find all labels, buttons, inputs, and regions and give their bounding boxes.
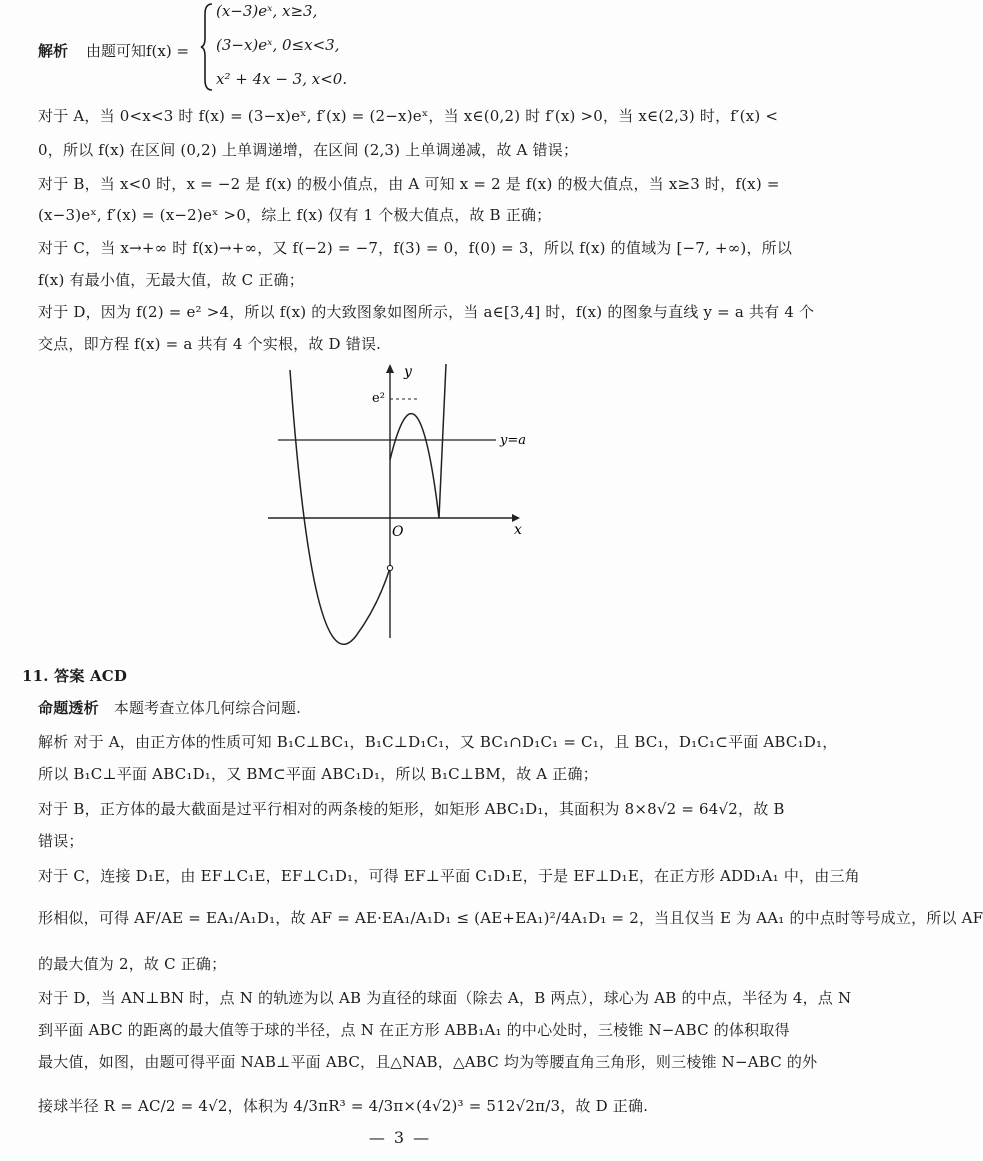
page-number: — 3 — (368, 1128, 432, 1147)
function-graph (268, 362, 528, 642)
q11-answer: 11. 答案 ACD (22, 667, 128, 685)
q10-line-7: 对于 D，因为 f(2) = e² >4，所以 f(x) 的大致图象如图所示，当 a∈[3,4] 时，f(x) 的图象与直线 y = a 共有 4 个 (38, 303, 815, 321)
q10-line-3: 对于 B，当 x<0 时，x = −2 是 f(x) 的极小值点，由 A 可知 x = 2 是 f(x) 的极大值点，当 x≥3 时，f(x) = (38, 175, 780, 193)
q11-line-3: 对于 B，正方体的最大截面是过平行相对的两条棱的矩形，如矩形 ABC₁D₁，其面积为 8×8√2 = 64√2，故 B (38, 800, 785, 818)
x-axis-arrow (512, 514, 520, 522)
y-axis-arrow (386, 364, 394, 373)
origin-label: O (392, 524, 404, 540)
line-label: y=a (500, 433, 526, 448)
q11-line-8: 对于 D，当 AN⊥BN 时，点 N 的轨迹为以 AB 为直径的球面（除去 A，B 两点），球心为 AB 的中点，半径为 4，点 N (38, 989, 852, 1007)
q11-line-1: 解析 对于 A，由正方体的性质可知 B₁C⊥BC₁，B₁C⊥D₁C₁，又 BC₁∩D₁C₁ = C₁，且 BC₁，D₁C₁⊂平面 ABC₁D₁， (38, 733, 838, 751)
x-axis-label: x (514, 522, 522, 538)
q11-line-10: 最大值，如图，由题可得平面 NAB⊥平面 ABC，且△NAB，△ABC 均为等腰直角三角形，则三棱锥 N−ABC 的外 (38, 1053, 818, 1071)
q11-intro-label: 命题透析 (38, 699, 99, 717)
piecewise-brace (200, 2, 214, 92)
piecewise-intro: 由题可知f(x) = (86, 42, 190, 60)
y-axis-label: y (404, 364, 412, 380)
analysis-label: 解析 (38, 42, 69, 60)
q11-line-11: 接球半径 R = AC/2 = 4√2，体积为 4/3πR³ = 4/3π×(4√2)³ = 512√2π/3，故 D 正确. (38, 1097, 649, 1115)
curve-middle (390, 414, 439, 518)
q10-line-6: f(x) 有最小值，无最大值，故 C 正确； (38, 271, 304, 289)
q11-line-4: 错误； (38, 832, 84, 850)
q11-line-6: 形相似，可得 AF/AE = EA₁/A₁D₁，故 AF = AE·EA₁/A₁D₁ ≤ (AE+EA₁)²/4A₁D₁ = 2，当且仅当 E 为 AA₁ 的中点时等号成立，所以 AF (38, 909, 983, 927)
q11-line-7: 的最大值为 2，故 C 正确； (38, 955, 227, 973)
piecewise-case-1: (x−3)eˣ, x≥3, (216, 2, 318, 20)
q10-line-5: 对于 C，当 x→+∞ 时 f(x)→+∞，又 f(−2) = −7，f(3) = 0，f(0) = 3，所以 f(x) 的值域为 [−7, +∞)，所以 (38, 239, 793, 257)
piecewise-case-3: x² + 4x − 3, x<0. (216, 70, 348, 88)
peak-label: e² (372, 391, 385, 406)
q11-intro-text: 本题考查立体几何综合问题. (113, 699, 302, 717)
q10-line-4: (x−3)eˣ, f′(x) = (x−2)eˣ >0，综上 f(x) 仅有 1 个极大值点，故 B 正确； (38, 206, 552, 224)
curve-right (439, 364, 446, 518)
curve-left-parabola (290, 370, 390, 644)
q11-line-5: 对于 C，连接 D₁E，由 EF⊥C₁E，EF⊥C₁D₁，可得 EF⊥平面 C₁D₁E，于是 EF⊥D₁E，在正方形 ADD₁A₁ 中，由三角 (38, 867, 860, 885)
q10-line-2: 0，所以 f(x) 在区间 (0,2) 上单调递增，在区间 (2,3) 上单调递减，故 A 错误； (38, 141, 579, 159)
q11-intro (38, 696, 778, 720)
q11-line-2: 所以 B₁C⊥平面 ABC₁D₁，又 BM⊂平面 ABC₁D₁，所以 B₁C⊥BM，故 A 正确； (38, 765, 598, 783)
q11-line-9: 到平面 ABC 的距离的最大值等于球的半径，点 N 在正方形 ABB₁A₁ 的中心处时，三棱锥 N−ABC 的体积取得 (38, 1021, 790, 1039)
q10-line-1: 对于 A，当 0<x<3 时 f(x) = (3−x)eˣ, f′(x) = (2−x)eˣ，当 x∈(0,2) 时 f′(x) >0，当 x∈(2,3) 时，f′(x) < (38, 107, 779, 125)
piecewise-case-2: (3−x)eˣ, 0≤x<3, (216, 36, 340, 54)
q10-line-8: 交点，即方程 f(x) = a 共有 4 个实根，故 D 错误. (38, 335, 382, 353)
open-point (387, 565, 392, 570)
